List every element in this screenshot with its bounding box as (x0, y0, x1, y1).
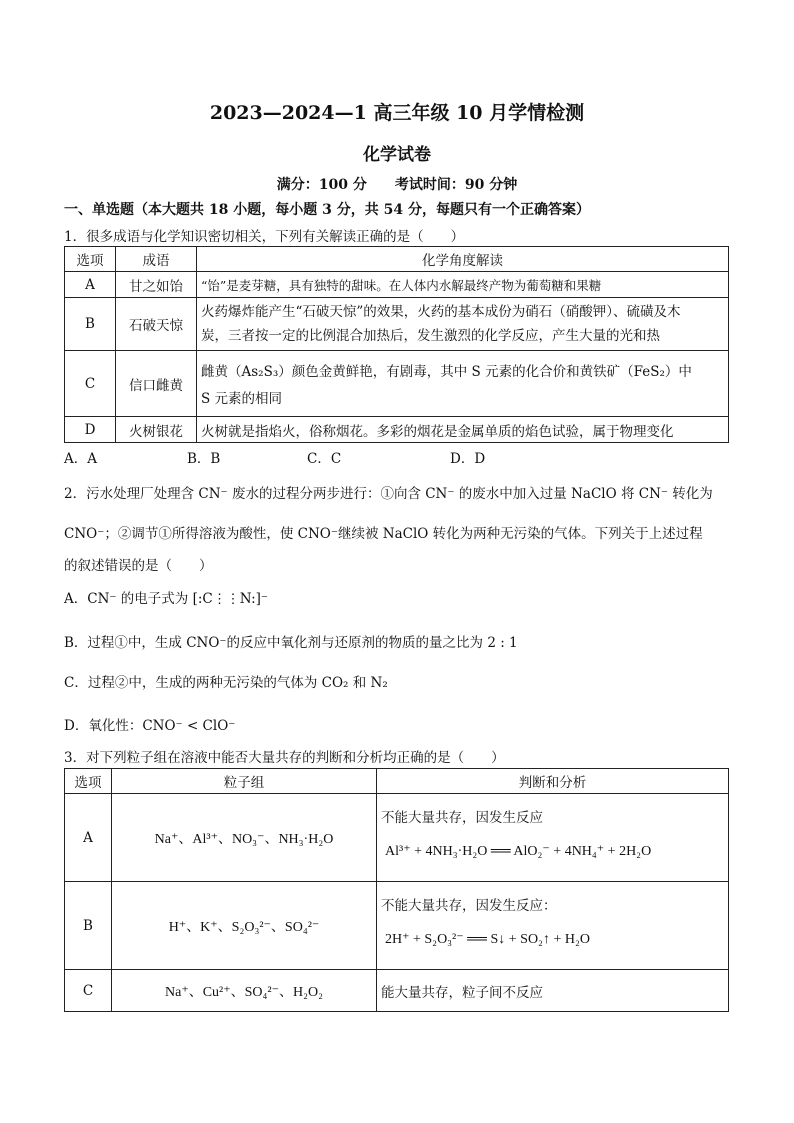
q1-table (64, 246, 729, 443)
q3-table (64, 768, 729, 1012)
ions-cell: H⁺、K⁺、S₂O₃²⁻、SO₄²⁻ (112, 882, 377, 970)
explain-cell (197, 351, 729, 417)
option-cell: A (65, 272, 116, 298)
q1-choice-d[interactable]: D．D (450, 451, 486, 467)
explain-cell: 火树就是指焰火，俗称烟花。多彩的烟花是金属单质的焰色试验，属于物理变化 (197, 417, 729, 443)
analysis-cell: 能大量共存，粒子间不反应 (377, 970, 729, 1012)
header-cell: 选项 (65, 769, 112, 794)
idiom-cell: 信口雌黄 (116, 351, 197, 417)
section-heading: 一、单选题（本大题共 18 小题，每小题 3 分，共 54 分，每题只有一个正确答案） (64, 202, 590, 218)
q2-stem-line: 2．污水处理厂处理含 CN⁻ 废水的过程分两步进行：①向含 CN⁻ 的废水中加入过量 NaClO 将 CN⁻ 转化为 (64, 486, 713, 502)
idiom-cell: 石破天惊 (116, 298, 197, 351)
q2-option-b[interactable]: B．过程①中，生成 CNO⁻的反应中氧化剂与还原剂的物质的量之比为 2 : 1 (64, 635, 518, 651)
explain-cell: “饴”是麦芽糖，具有独特的甜味。在人体内水解最终产物为葡萄糖和果糖 (197, 272, 729, 298)
q1-choice-c[interactable]: C．C (307, 451, 342, 467)
explain-line: 炭，三者按一定的比例混合加热后，发生激烈的化学反应，产生大量的光和热 (201, 328, 660, 344)
option-cell: D (65, 417, 116, 443)
header-cell: 判断和分析 (377, 769, 729, 794)
exam-meta: 满分：100 分 考试时间：90 分钟 (276, 177, 518, 193)
analysis-cell (377, 882, 729, 970)
table-row (65, 970, 729, 1012)
table-row (65, 794, 729, 882)
ions-cell: Na⁺、Al³⁺、NO₃⁻、NH₃·H₂O (112, 794, 377, 882)
table-row (65, 882, 729, 970)
q2-stem-line: CNO⁻；②调节①所得溶液为酸性，使 CNO⁻继续被 NaClO 转化为两种无污染的气体。下列关于上述过程 (64, 526, 703, 542)
page-title: 2023—2024—1 高三年级 10 月学情检测 (209, 102, 585, 124)
idiom-cell: 火树银花 (116, 417, 197, 443)
analysis-equation: Al³⁺ + 4NH₃·H₂O ══ AlO₂⁻ + 4NH₄⁺ + 2H₂O (385, 843, 652, 859)
table-row (65, 298, 729, 351)
q1-choice-a[interactable]: A．A (64, 451, 97, 467)
analysis-equation: 2H⁺ + S₂O₃²⁻ ══ S↓ + SO₂↑ + H₂O (385, 931, 590, 947)
q2-option-d[interactable]: D．氧化性：CNO⁻ < ClO⁻ (64, 718, 236, 734)
option-cell: C (65, 351, 116, 417)
header-cell: 成语 (116, 247, 197, 272)
explain-line: 雌黄（As₂S₃）颜色金黄鲜艳，有剧毒，其中 S 元素的化合价和黄铁矿（FeS₂）中 (201, 363, 692, 380)
explain-cell (197, 298, 729, 351)
q2-option-a[interactable]: A．CN⁻ 的电子式为 [:C⋮⋮N:]⁻ (64, 591, 269, 607)
q2-stem-line: 的叙述错误的是（ ） (64, 558, 213, 574)
q2-option-c[interactable]: C．过程②中，生成的两种无污染的气体为 CO₂ 和 N₂ (64, 675, 388, 691)
q3-stem: 3．对下列粒子组在溶液中能否大量共存的判断和分析均正确的是（ ） (64, 750, 505, 766)
q1-stem: 1．很多成语与化学知识密切相关，下列有关解读正确的是（ ） (64, 229, 465, 245)
analysis-cell (377, 794, 729, 882)
table-header-row (65, 247, 729, 272)
ions-cell: Na⁺、Cu²⁺、SO₄²⁻、H₂O₂ (112, 970, 377, 1012)
idiom-cell: 甘之如饴 (116, 272, 197, 298)
analysis-line: 不能大量共存，因发生反应： (381, 897, 557, 914)
option-cell: A (65, 794, 112, 882)
table-row (65, 417, 729, 443)
option-cell: B (65, 298, 116, 351)
header-cell: 化学角度解读 (197, 247, 729, 272)
q1-choice-b[interactable]: B．B (187, 451, 221, 467)
explain-line: 火药爆炸能产生“石破天惊”的效果，火药的基本成份为硝石（硝酸钾）、硫磺及木 (201, 304, 681, 320)
subject-title: 化学试卷 (363, 145, 431, 165)
header-cell: 粒子组 (112, 769, 377, 794)
analysis-line: 不能大量共存，因发生反应 (381, 809, 543, 826)
option-cell: B (65, 882, 112, 970)
table-row (65, 272, 729, 298)
explain-line: S 元素的相同 (201, 390, 283, 407)
table-row (65, 351, 729, 417)
header-cell: 选项 (65, 247, 116, 272)
option-cell: C (65, 970, 112, 1012)
table-header-row (65, 769, 729, 794)
